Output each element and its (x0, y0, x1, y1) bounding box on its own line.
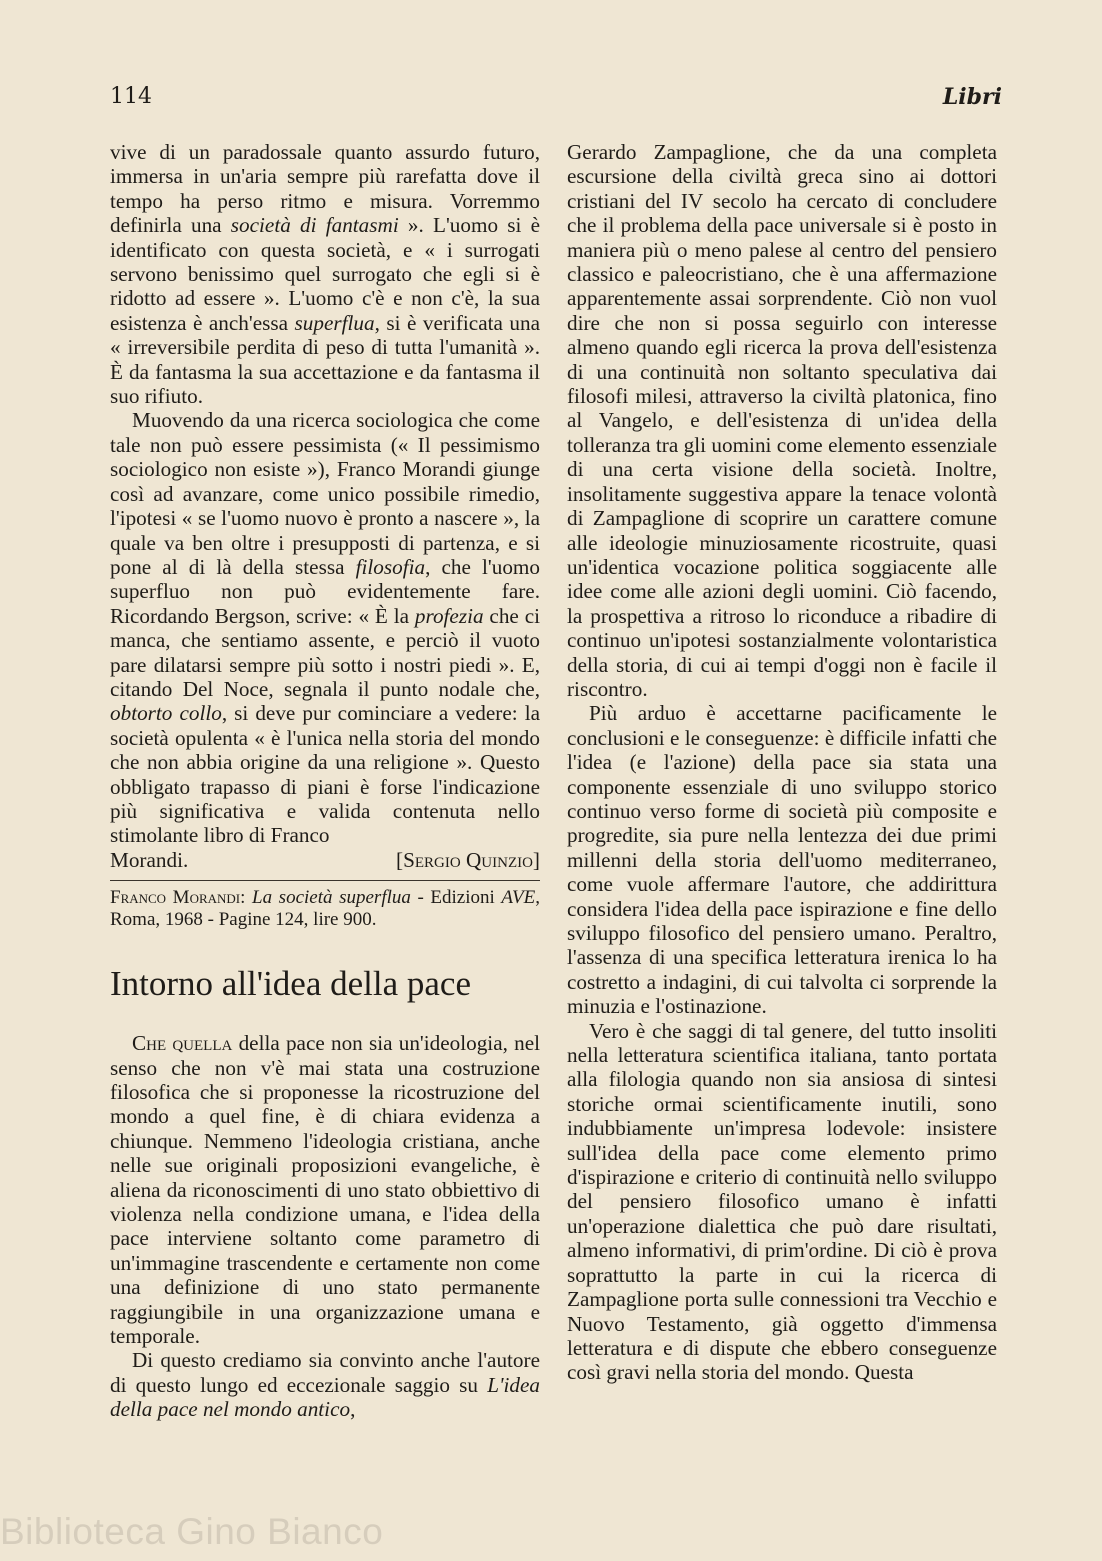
section-title: Intorno all'idea della pace (110, 964, 471, 1004)
left-column (110, 140, 540, 1422)
divider (110, 880, 540, 881)
right-column (567, 140, 997, 1385)
paragraph: Che quella della pace non sia un'ideologia, nel senso che non v'è mai stata una costruzione filosofica che si proponesse la ricostruzione del mondo a quel fine, è di chiara evidenza a chiunque. Nemmeno l'ideologia cristiana, anche nelle sue originali proposizioni evangeliche, è aliena da riconoscimenti di uno stato obbiettivo di violenza nella condizione umana, e l'idea della pace interviene soltanto come parametro di un'immagine trascendente e certamente non come una definizione di uno stato permanente raggiungibile in una organizzazione umana e temporale. (110, 1031, 540, 1349)
paragraph: Vero è che saggi di tal genere, del tutto insoliti nella letteratura scientifica italiana, tanto portata alla filologia quando non sia ansiosa di sintesi storiche ormai scientificamente inutili, sono indubbiamente un'impresa lodevole: insistere sull'idea della pace come elemento primo d'ispirazione e criterio di continuità nello sviluppo del pensiero filosofico umano è infatti un'operazione dialettica che può dare risultati, almeno informativi, di prim'ordine. Di ciò è prova soprattutto la parte in cui la ricerca di Zampaglione porta sulle connessioni tra Vecchio e Nuovo Testamento, già oggetto d'immensa letteratura e di dispute che ebbero conseguenze così gravi nella storia del mondo. Questa (567, 1018, 997, 1385)
closing-word: Morandi. (110, 847, 189, 872)
page-number: 114 (110, 84, 152, 109)
paragraph: Di questo crediamo sia convinto anche l'autore di questo lungo ed eccezionale saggio su L'idea della pace nel mondo antico, (110, 1348, 540, 1422)
paragraph: Gerardo Zampaglione, che da una completa escursione della civiltà greca sino ai dottori cristiani del IV secolo ha cercato di concludere che il problema della pace universale si è posto in maniera più o meno palese al centro del pensiero classico e paleocristiano, che è una affermazione apparentemente assai sorprendente. Ciò non vuol dire che non si possa seguirlo con interesse almeno quando egli ricerca la prova dell'esistenza di una continuità non soltanto speculativa dai filosofi milesi, attraverso la civiltà platonica, fino al Vangelo, e dell'esistenza di un'idea della tolleranza tra gli uomini come elemento essenziale di una certa visione della società. Inoltre, insolitamente suggestiva appare la tenace volontà di Zampaglione di scoprire un carattere comune alle ideologie minuziosamente ricostruite, quasi un'identica vocazione politica soggiacente alle idee come alle azioni degli uomini. Ciò facendo, la prospettiva a ritroso lo riconduce a ribadire di continuo un'ipotesi sostanzialmente volontaristica della storia, di cui ai tempi d'oggi non è facile il riscontro. (567, 140, 997, 701)
page-header (110, 84, 1002, 114)
paragraph: vive di un paradossale quanto assurdo futuro, immersa in un'aria sempre più rarefatta dove il tempo ha perso ritmo e misura. Vorremmo definirla una società di fantasmi ». L'uomo si è identificato con questa società, e « i surrogati servono benissimo quel surrogato che egli si è ridotto ad essere ». L'uomo c'è e non c'è, la sua esistenza è anch'essa superflua, si è verificata una « irreversibile perdita di peso di tutta l'umanità ». È da fantasma la sua accettazione e da fantasma il suo rifiuto. (110, 140, 541, 409)
running-head: Libri (942, 84, 1002, 110)
reviewer-name: [Sergio Quinzio] (396, 847, 540, 872)
bibliographic-note: Franco Morandi: La società superflua - Edizioni AVE, Roma, 1968 - Pagine 124, lire 900. (110, 887, 541, 931)
library-watermark: Biblioteca Gino Bianco (0, 1511, 384, 1552)
paragraph: Muovendo da una ricerca sociologica che come tale non può essere pessimista (« Il pessimismo sociologico non esiste »), Franco Morandi giunge così ad avanzare, come unico possibile rimedio, l'ipotesi « se l'uomo nuovo è pronto a nascere », la quale va ben oltre i presupposti di partenza, e si pone al di là della stessa filosofia, che l'uomo superfluo non può evidentemente fare. Ricordando Bergson, scrive: « È la profezia che ci manca, che sentiamo assente, e perciò il vuoto pare dilatarsi sempre più sotto i nostri piedi ». E, citando Del Noce, segnala il punto nodale che, obtorto collo, si deve pur cominciare a vedere: la società opulenta « è l'unica nella storia del mondo che non abbia origine da una religione ». Questo obbligato trapasso di piani è forse l'indicazione più significativa e valida contenuta nello stimolante libro di Franco (110, 408, 540, 848)
review-signature (110, 848, 540, 872)
paragraph: Più arduo è accettarne pacificamente le conclusioni e le conseguenze: è difficile infatti che l'idea (e l'azione) della pace sia stata una componente essenziale di uno sviluppo storico continuo verso forme di società più composite e progredite, sia pure nella lentezza dei due primi millenni della storia dell'uomo mediterraneo, come vuole affermare l'autore, che addirittura considera l'idea della pace ispirazione e fine dello sviluppo filosofico del pensiero umano. Peraltro, l'assenza di una specifica letteratura irenica lo ha costretto a indagini, di cui talvolta ci sorprende la minuzia e l'ostinazione. (567, 701, 997, 1019)
